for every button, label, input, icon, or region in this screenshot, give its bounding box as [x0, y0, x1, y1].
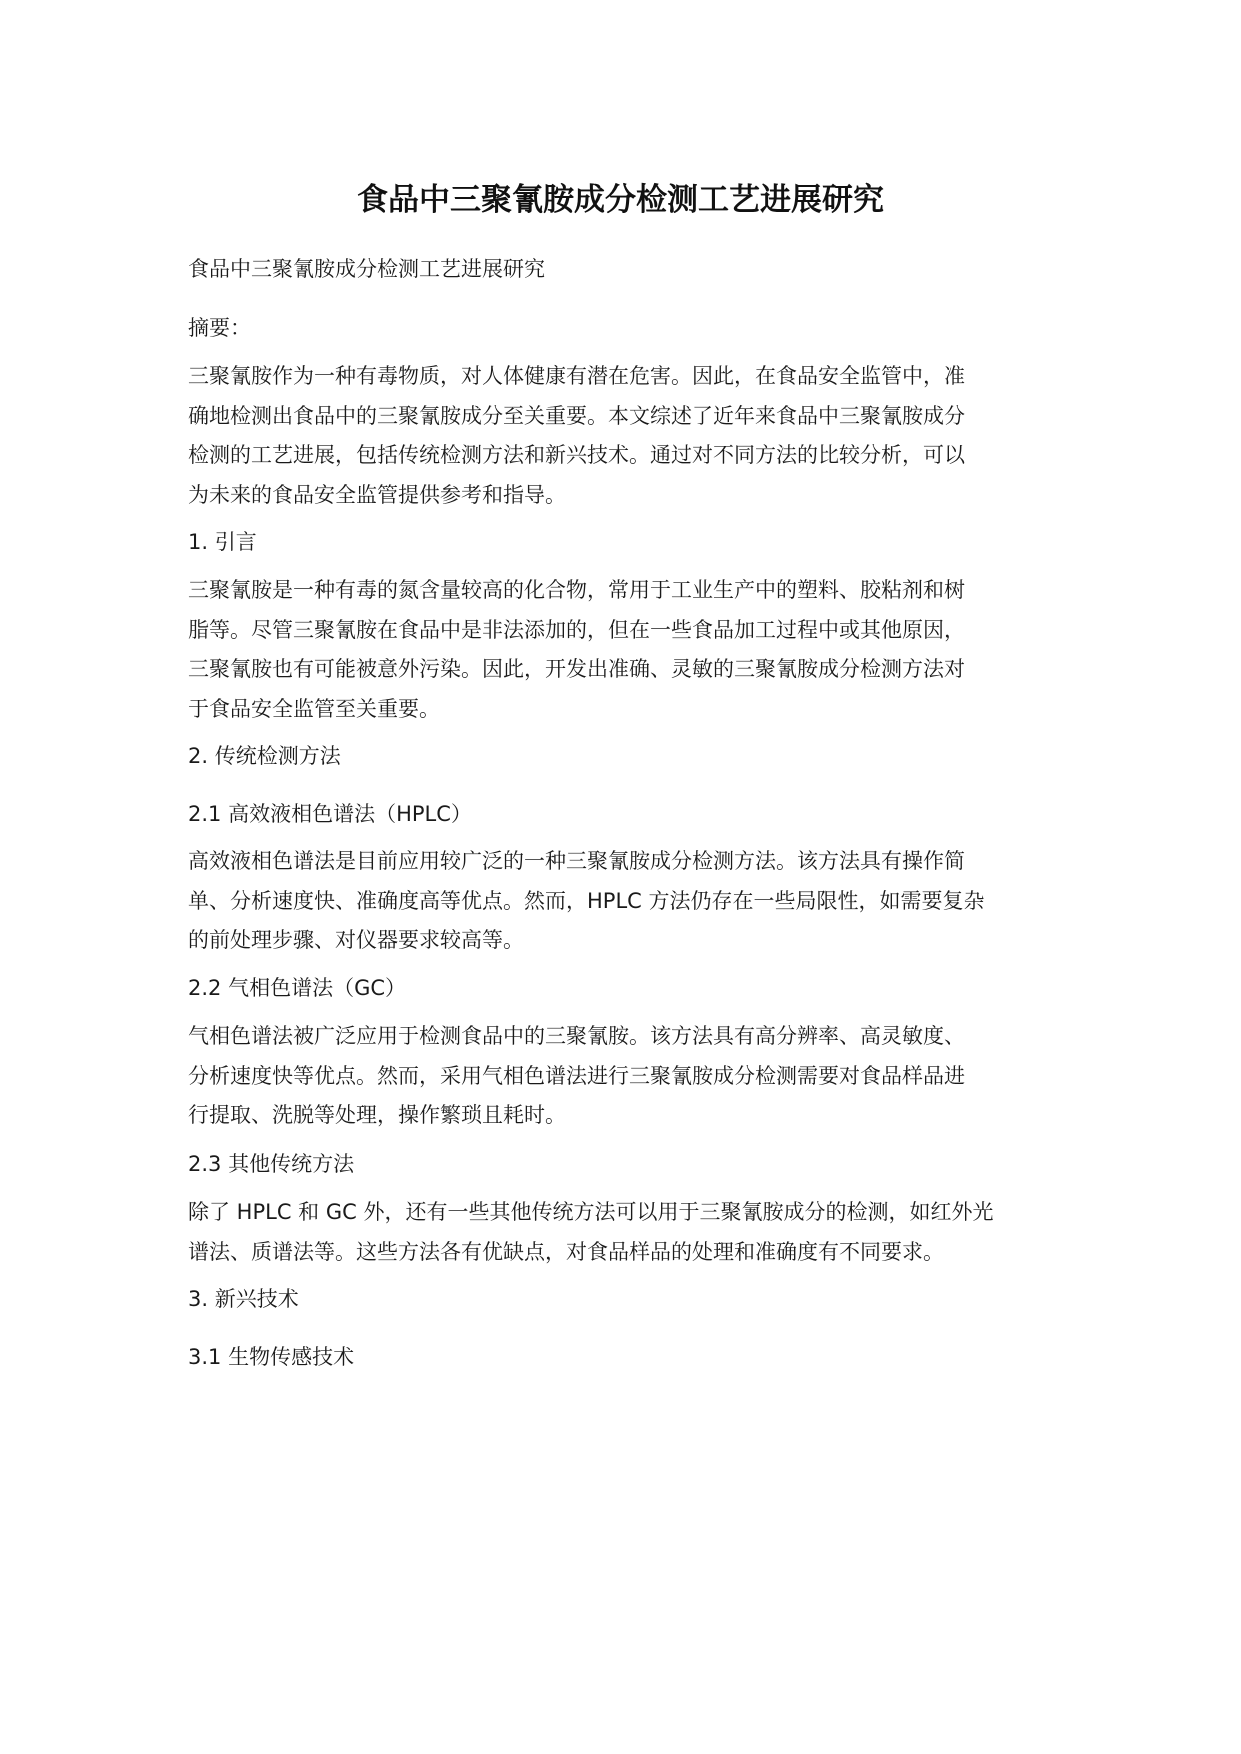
paragraph-line: 为未来的食品安全监管提供参考和指导。 — [188, 482, 566, 507]
paragraph-line: 于食品安全监管至关重要。 — [188, 696, 440, 721]
paragraph-line: 谱法、质谱法等。这些方法各有优缺点，对食品样品的处理和准确度有不同要求。 — [188, 1239, 944, 1264]
abstract-paragraph — [188, 357, 1060, 515]
paragraph-line: 检测的工艺进展，包括传统检测方法和新兴技术。通过对不同方法的比较分析，可以 — [188, 443, 965, 467]
section-heading-emerging-technologies: 3. 新兴技术 — [188, 1287, 299, 1311]
document-title: 食品中三聚氰胺成分检测工艺进展研究 — [357, 182, 884, 218]
paragraph-line: 三聚氰胺作为一种有毒物质，对人体健康有潜在危害。因此，在食品安全监管中，准 — [188, 364, 965, 388]
introduction-paragraph — [188, 571, 1060, 729]
paragraph-line: 三聚氰胺是一种有毒的氮含量较高的化合物，常用于工业生产中的塑料、胶粘剂和树 — [188, 578, 965, 602]
paragraph-line: 单、分析速度快、准确度高等优点。然而，HPLC 方法仍存在一些局限性，如需要复杂 — [188, 888, 985, 913]
subsection-heading-hplc: 2.1 高效液相色谱法（HPLC） — [188, 802, 472, 826]
paragraph-line: 高效液相色谱法是目前应用较广泛的一种三聚氰胺成分检测方法。该方法具有操作简 — [188, 849, 965, 873]
section-heading-introduction: 1. 引言 — [188, 530, 257, 554]
paragraph-line: 确地检测出食品中的三聚氰胺成分至关重要。本文综述了近年来食品中三聚氰胺成分 — [188, 403, 965, 428]
paragraph-line: 的前处理步骤、对仪器要求较高等。 — [188, 928, 524, 952]
subsection-heading-other-methods: 2.3 其他传统方法 — [188, 1152, 355, 1176]
paragraph-line: 脂等。尽管三聚氰胺在食品中是非法添加的，但在一些食品加工过程中或其他原因， — [188, 617, 965, 642]
paragraph-line: 行提取、洗脱等处理，操作繁琐且耗时。 — [188, 1103, 566, 1127]
section-heading-traditional-methods: 2. 传统检测方法 — [188, 744, 341, 768]
gc-paragraph — [188, 1017, 1060, 1136]
paragraph-line: 三聚氰胺也有可能被意外污染。因此，开发出准确、灵敏的三聚氰胺成分检测方法对 — [188, 657, 965, 681]
hplc-paragraph — [188, 842, 1060, 961]
subsection-heading-biosensing: 3.1 生物传感技术 — [188, 1345, 355, 1369]
paragraph-line: 气相色谱法被广泛应用于检测食品中的三聚氰胺。该方法具有高分辨率、高灵敏度、 — [188, 1024, 965, 1048]
paragraph-line: 分析速度快等优点。然而，采用气相色谱法进行三聚氰胺成分检测需要对食品样品进 — [188, 1063, 965, 1088]
subsection-heading-gc: 2.2 气相色谱法（GC） — [188, 976, 407, 1000]
document-subtitle: 食品中三聚氰胺成分检测工艺进展研究 — [188, 257, 545, 281]
paragraph-line: 除了 HPLC 和 GC 外，还有一些其他传统方法可以用于三聚氰胺成分的检测，如红外光 — [188, 1200, 994, 1224]
abstract-label: 摘要： — [188, 316, 251, 340]
other-methods-paragraph — [188, 1193, 1060, 1272]
